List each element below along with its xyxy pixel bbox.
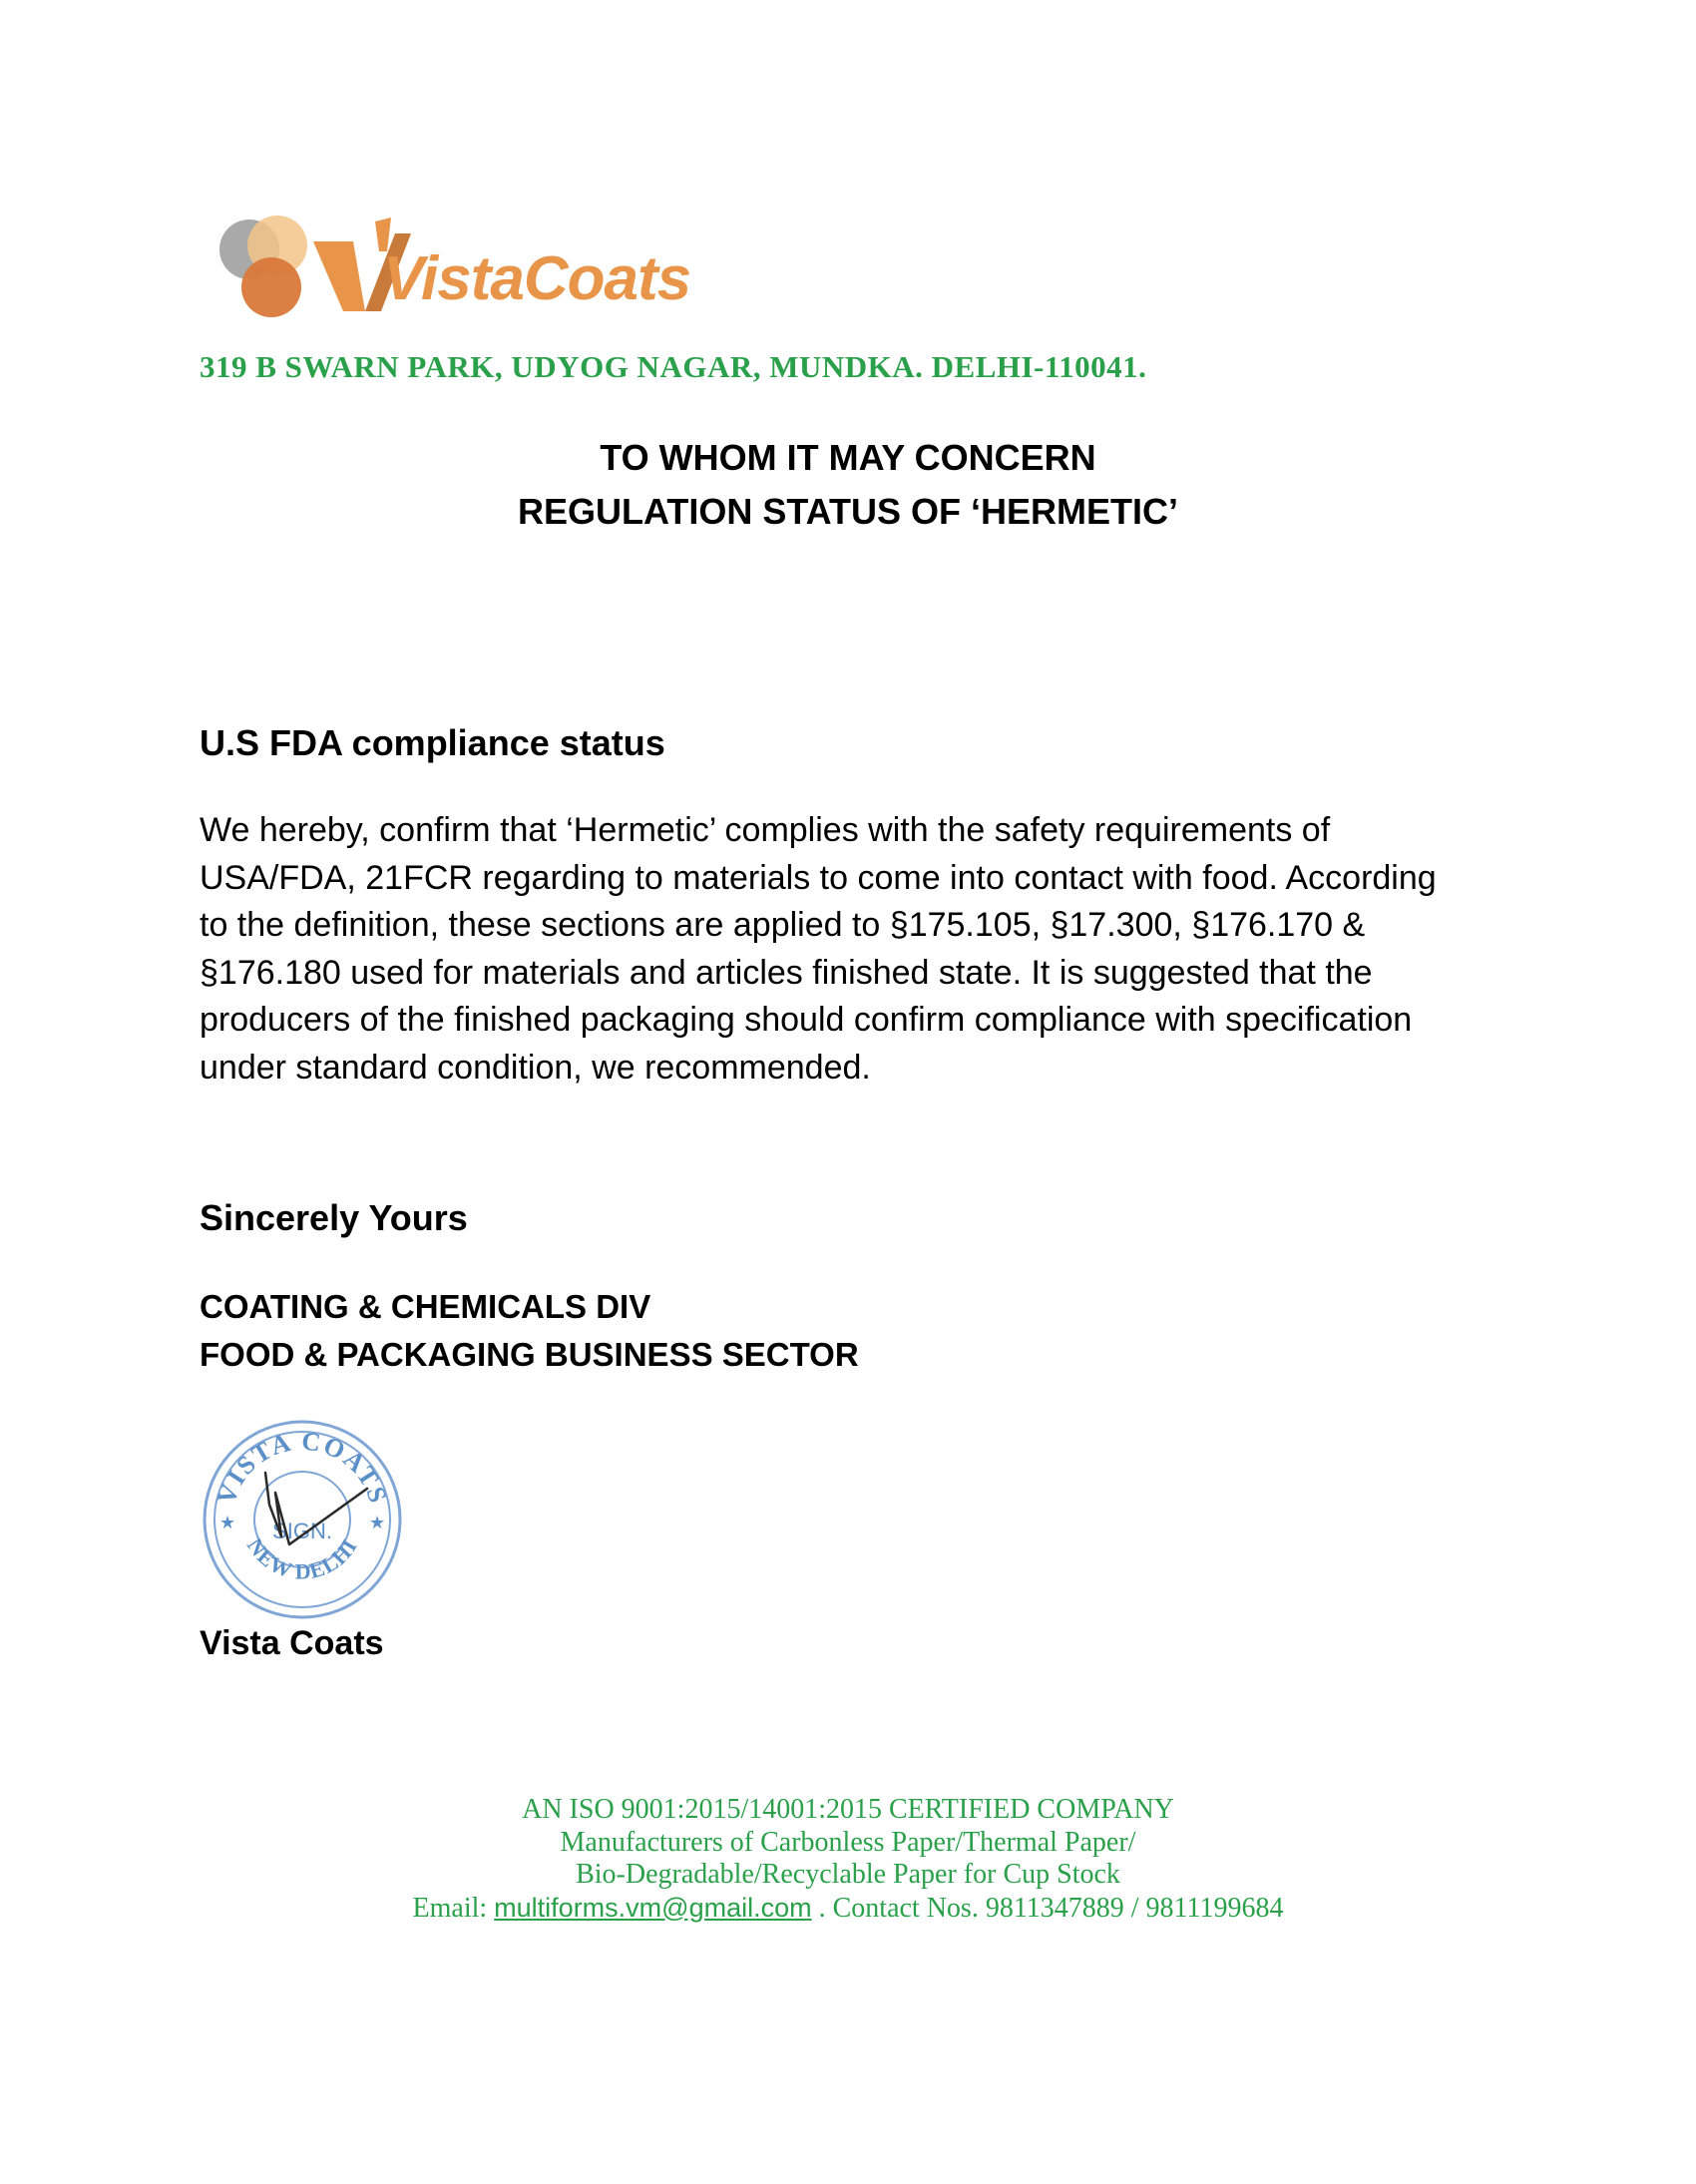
contact-numbers: . Contact Nos. 9811347889 / 9811199684 bbox=[811, 1892, 1284, 1924]
stamp-seal-icon bbox=[198, 1415, 407, 1624]
body-paragraph bbox=[200, 807, 1516, 1092]
svg-text:★: ★ bbox=[369, 1513, 386, 1532]
company-address: 319 B SWARN PARK, UDYOG NAGAR, MUNDKA. DELHI-110041. bbox=[200, 349, 1147, 384]
body-line: We hereby, confirm that ‘Hermetic’ complies with the safety requirements of bbox=[200, 811, 1331, 849]
letter-footer bbox=[0, 1794, 1696, 1925]
body-line: §176.180 used for materials and articles finished state. It is suggested that the bbox=[200, 953, 1373, 992]
footer-certification: AN ISO 9001:2015/14001:2015 CERTIFIED COMPANY bbox=[522, 1794, 1174, 1825]
letter-title bbox=[0, 431, 1696, 539]
email-link[interactable]: multiforms.vm@gmail.com bbox=[494, 1892, 812, 1923]
division-block bbox=[200, 1283, 859, 1379]
title-line-1: TO WHOM IT MAY CONCERN bbox=[600, 437, 1096, 478]
footer-products-2: Bio-Degradable/Recyclable Paper for Cup Stock bbox=[576, 1859, 1120, 1890]
body-line: producers of the finished packaging should confirm compliance with specification bbox=[200, 1001, 1413, 1039]
body-line: USA/FDA, 21FCR regarding to materials to come into contact with food. According bbox=[200, 858, 1437, 897]
footer-products-1: Manufacturers of Carbonless Paper/Thermal Paper/ bbox=[560, 1826, 1136, 1858]
stamp-bottom-text: NEW DELHI bbox=[241, 1532, 363, 1584]
signer-name: Vista Coats bbox=[200, 1624, 384, 1662]
email-label: Email: bbox=[412, 1892, 495, 1924]
title-line-2: REGULATION STATUS OF ‘HERMETIC’ bbox=[518, 491, 1178, 532]
section-heading: U.S FDA compliance status bbox=[200, 722, 665, 763]
company-stamp bbox=[198, 1415, 407, 1624]
footer-contact bbox=[0, 1892, 1696, 1926]
svg-text:VISTA COATS bbox=[212, 1426, 393, 1508]
body-line: to the definition, these sections are applied to §175.105, §17.300, §176.170 & bbox=[200, 906, 1366, 944]
vista-coats-logo bbox=[215, 212, 704, 326]
stamp-center-text: SIGN. bbox=[272, 1519, 332, 1543]
logo-wordmark: VistaCoats bbox=[383, 244, 691, 313]
body-line: under standard condition, we recommended. bbox=[200, 1048, 871, 1087]
division-line-2: FOOD & PACKAGING BUSINESS SECTOR bbox=[200, 1336, 859, 1373]
svg-text:★: ★ bbox=[219, 1513, 236, 1532]
division-line-1: COATING & CHEMICALS DIV bbox=[200, 1288, 651, 1325]
stamp-top-text: VISTA COATS bbox=[211, 1426, 394, 1509]
closing-salutation: Sincerely Yours bbox=[200, 1197, 468, 1238]
